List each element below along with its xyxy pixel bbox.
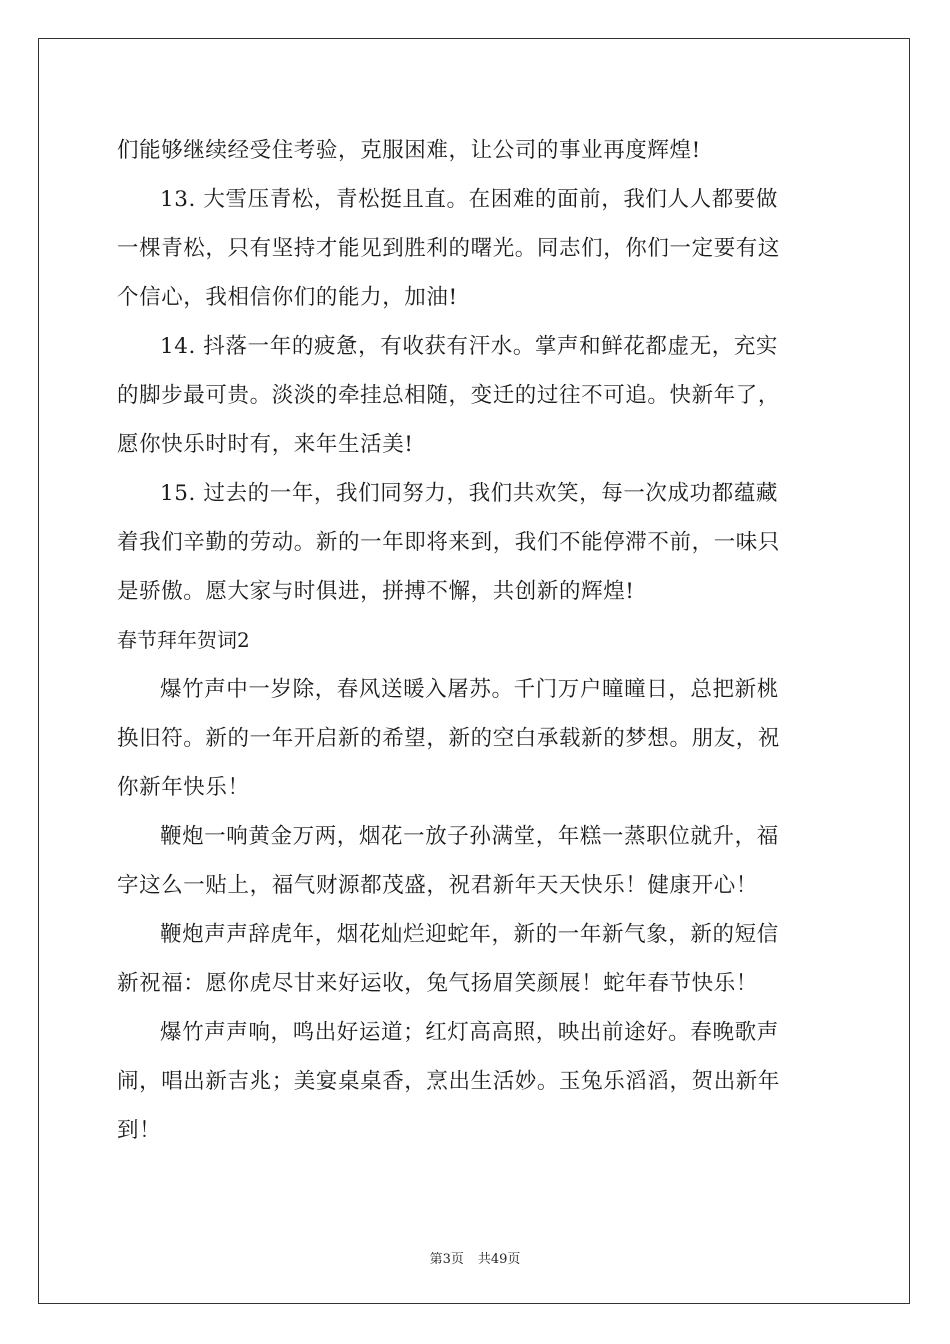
text-line: 字这么一贴上，福气财源都茂盛，祝君新年天天快乐！健康开心！ [117,873,758,898]
text-line: 愿你快乐时时有，来年生活美! [117,432,414,457]
text-line: 鞭炮一响黄金万两，烟花一放子孙满堂，年糕一蒸职位就升，福 [160,824,779,849]
text-line: 是骄傲。愿大家与时俱进，拼搏不懈，共创新的辉煌! [117,579,635,604]
text-line: 爆竹声声响，鸣出好运道；红灯高高照，映出前途好。春晚歌声 [160,1020,779,1045]
text-line: 的脚步最可贵。淡淡的牵挂总相随，变迁的过往不可追。快新年了， [117,383,781,408]
section-heading: 春节拜年贺词2 [117,628,250,652]
page-footer [0,1248,950,1267]
text-line: 14. 抖落一年的疲惫，有收获有汗水。掌声和鲜花都虚无，充实 [160,334,779,359]
text-line: 13. 大雪压青松，青松挺且直。在困难的面前，我们人人都要做 [160,187,779,212]
page-number: 第3页 [429,1252,464,1267]
text-line: 一棵青松，只有坚持才能见到胜利的曙光。同志们，你们一定要有这 [117,236,781,261]
text-line: 到！ [117,1118,162,1143]
text-line: 新祝福：愿你虎尽甘来好运收，兔气扬眉笑颜展！蛇年春节快乐！ [117,971,758,996]
text-line: 个信心，我相信你们的能力，加油! [117,285,458,310]
document-body [117,126,833,1155]
text-line: 15. 过去的一年，我们同努力，我们共欢笑，每一次成功都蕴藏 [160,481,779,506]
text-line: 着我们辛勤的劳动。新的一年即将来到，我们不能停滞不前，一味只 [117,530,781,555]
text-line: 闹，唱出新吉兆；美宴桌桌香，烹出生活妙。玉兔乐滔滔，贺出新年 [117,1069,781,1094]
text-line: 你新年快乐！ [117,775,250,800]
text-line: 换旧符。新的一年开启新的希望，新的空白承载新的梦想。朋友，祝 [117,726,781,751]
text-line: 鞭炮声声辞虎年，烟花灿烂迎蛇年，新的一年新气象，新的短信 [160,922,779,947]
text-line: 们能够继续经受住考验，克服困难，让公司的事业再度辉煌! [117,138,701,163]
page-total: 共49页 [477,1252,521,1267]
text-line: 爆竹声中一岁除，春风送暖入屠苏。千门万户曈曈日，总把新桃 [160,677,779,702]
